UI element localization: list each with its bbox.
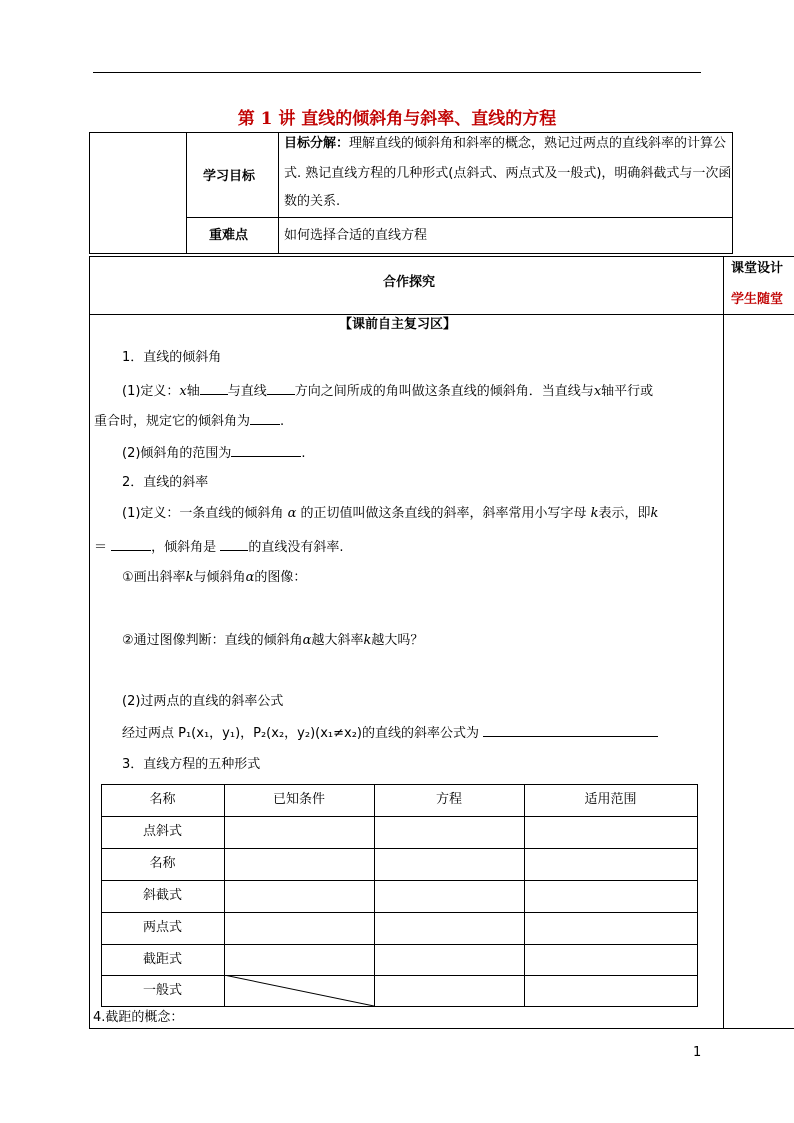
angle-definition-line2: 重合时，规定它的倾斜角为 . [94,410,284,432]
row-label: 名称 [149,856,176,871]
row-label: 截距式 [142,952,182,967]
key-text: 如何选择合适的直线方程 [284,228,428,243]
goal-label: 学习目标 [203,169,256,184]
blank [267,380,295,395]
coop-heading: 合作探究 [383,275,436,290]
goal-text-line2: 式. 熟记直线方程的几种形式(点斜式、两点式及一般式)，明确斜截式与一次函 [284,166,732,181]
row-label: 两点式 [142,920,182,935]
goal-lead: 目标分解： [284,136,350,151]
diagonal-strike [224,975,374,1007]
page-number: 1 [693,1045,702,1060]
header-cell: 已知条件 [272,792,325,807]
slope-formula: 经过两点 P₁(x₁，y₁)，P₂(x₂，y₂)(x₁≠x₂)的直线的斜率公式为 [122,722,658,744]
page-title: 第 1 讲 直线的倾斜角与斜率、直线的方程 [237,109,557,129]
header-cell: 适用范围 [584,792,637,807]
slope-formula-title: (2)过两点的直线的斜率公式 [122,694,284,709]
blank [231,442,301,457]
section-1-heading: 1．直线的倾斜角 [122,350,222,365]
angle-range: (2)倾斜角的范围为 . [122,442,306,464]
blank [250,410,280,425]
slope-definition-line2: ＝ ，倾斜角是 的直线没有斜率. [94,536,343,558]
angle-definition-line1: (1)定义：x轴 与直线 方向之间所成的角叫做这条直线的倾斜角．当直线与x轴平行或 [122,380,653,402]
row-label: 斜截式 [142,888,182,903]
header-cell: 名称 [149,792,176,807]
header-cell: 方程 [435,792,462,807]
review-title: 【课前自主复习区】 [339,317,457,332]
key-label: 重难点 [209,228,249,243]
blank [220,536,248,551]
class-design-label: 课堂设计 [731,261,784,276]
row-label: 点斜式 [142,824,182,839]
blank [483,722,658,737]
section-2-heading: 2．直线的斜率 [122,475,209,490]
student-note-label: 学生随堂 [731,292,784,307]
goal-text-line3: 数的关系. [284,194,341,209]
question-1: ①画出斜率k与倾斜角α的图像： [122,570,307,585]
top-rule [93,72,701,73]
goal-text-line1: 目标分解：理解直线的倾斜角和斜率的概念，熟记过两点的直线斜率的计算公 [284,136,727,151]
slope-definition-line1: (1)定义：一条直线的倾斜角 α 的正切值叫做这条直线的斜率，斜率常用小写字母 k表示，即k [122,506,659,521]
section-3-heading: 3．直线方程的五种形式 [122,757,261,772]
blank [111,536,151,551]
blank [200,380,228,395]
section-4-heading: 4.截距的概念： [93,1010,184,1025]
question-2: ②通过图像判断：直线的倾斜角α越大斜率k越大吗？ [122,633,424,648]
row-label: 一般式 [142,983,182,998]
